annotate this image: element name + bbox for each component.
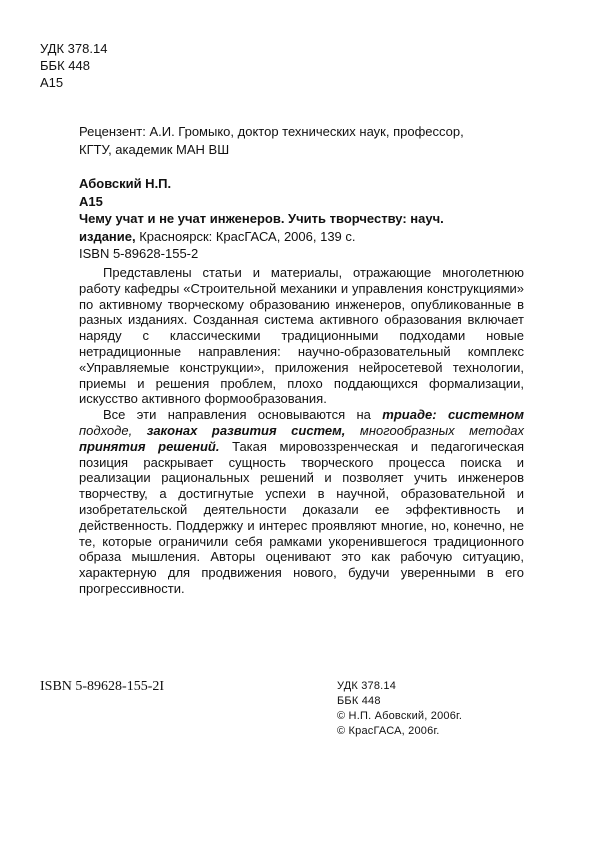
footer-isbn: ISBN 5-89628-155-2I <box>40 679 165 694</box>
record-author-mark: А15 <box>79 193 103 209</box>
abstract-intro: Все эти направления основываются на <box>103 407 383 423</box>
reviewer-line-1: Рецензент: А.И. Громыко, доктор технических наук, профессор, <box>79 124 464 139</box>
publisher-info: Красноярск: КрасГАСА, 2006, 139 с. <box>135 228 356 244</box>
laws-emphasis: законах развития систем, <box>146 422 346 438</box>
bibliographic-record <box>79 175 559 263</box>
abstract-paragraph-2 <box>79 407 524 597</box>
copyright-author: © Н.П. Абовский, 2006г. <box>337 710 463 722</box>
author-name: Абовский Н.П. <box>79 176 172 191</box>
approach-text: подходе, <box>79 422 147 438</box>
methods-text: многообразных методах <box>345 422 525 438</box>
abstract <box>79 265 524 597</box>
decisions-emphasis: принятия решений. <box>79 438 220 454</box>
book-title: Чему учат и не учат инженеров. Учить творчеству: науч. <box>79 211 444 226</box>
record-isbn: ISBN 5-89628-155-2 <box>79 246 199 261</box>
bbk-code: ББК 448 <box>40 58 90 73</box>
triad-emphasis: триаде: системном <box>382 407 524 423</box>
copyright-org: © КрасГАСА, 2006г. <box>337 725 440 737</box>
publication-type: издание, <box>79 228 136 244</box>
reviewer-block <box>79 123 559 159</box>
reviewer-line-2: КГТУ, академик МАН ВШ <box>79 142 230 157</box>
author-mark: А15 <box>40 75 64 90</box>
udk-code: УДК 378.14 <box>40 41 108 56</box>
publication-details <box>79 228 559 246</box>
imprint-udk: УДК 378.14 <box>337 680 397 692</box>
copyright-imprint <box>337 679 462 739</box>
imprint-bbk: ББК 448 <box>337 695 381 707</box>
abstract-rest: Такая мировоззренческая и педагогическая позиция раскрывает сущность творческого процесса поиска и реализации рациональных решений и позволяет учить инженеров творчеству, а достигнутые успехи в научной, образовательной и изобретательской деятельности доказали ее эффективность и действенность. Поддержку и интерес проявляют многие, но, конечно, не те, которые ограничили себя рамками укоренившегося традиционного образа мышления. Авторы оценивают это как рабочую ситуацию, характерную для продвижения нового, будучи уверенными в его прогрессивности. <box>79 438 524 596</box>
classification-codes <box>40 40 107 91</box>
abstract-paragraph-1: Представлены статьи и материалы, отражающие многолетнюю работу кафедры «Строительной механики и управления конструкциями» по активному творческому образованию инженеров, опубликованные в разных изданиях. Созданная система активного образования включает наряду с классическими традиционными подходами новые нетрадиционные направления: научно-образовательный комплекс «Управляемые конструкции», приложения нейросетевой технологии, приемы и решения проблем, плохо поддающихся формализации, искусство активного формообразования. <box>79 265 524 407</box>
